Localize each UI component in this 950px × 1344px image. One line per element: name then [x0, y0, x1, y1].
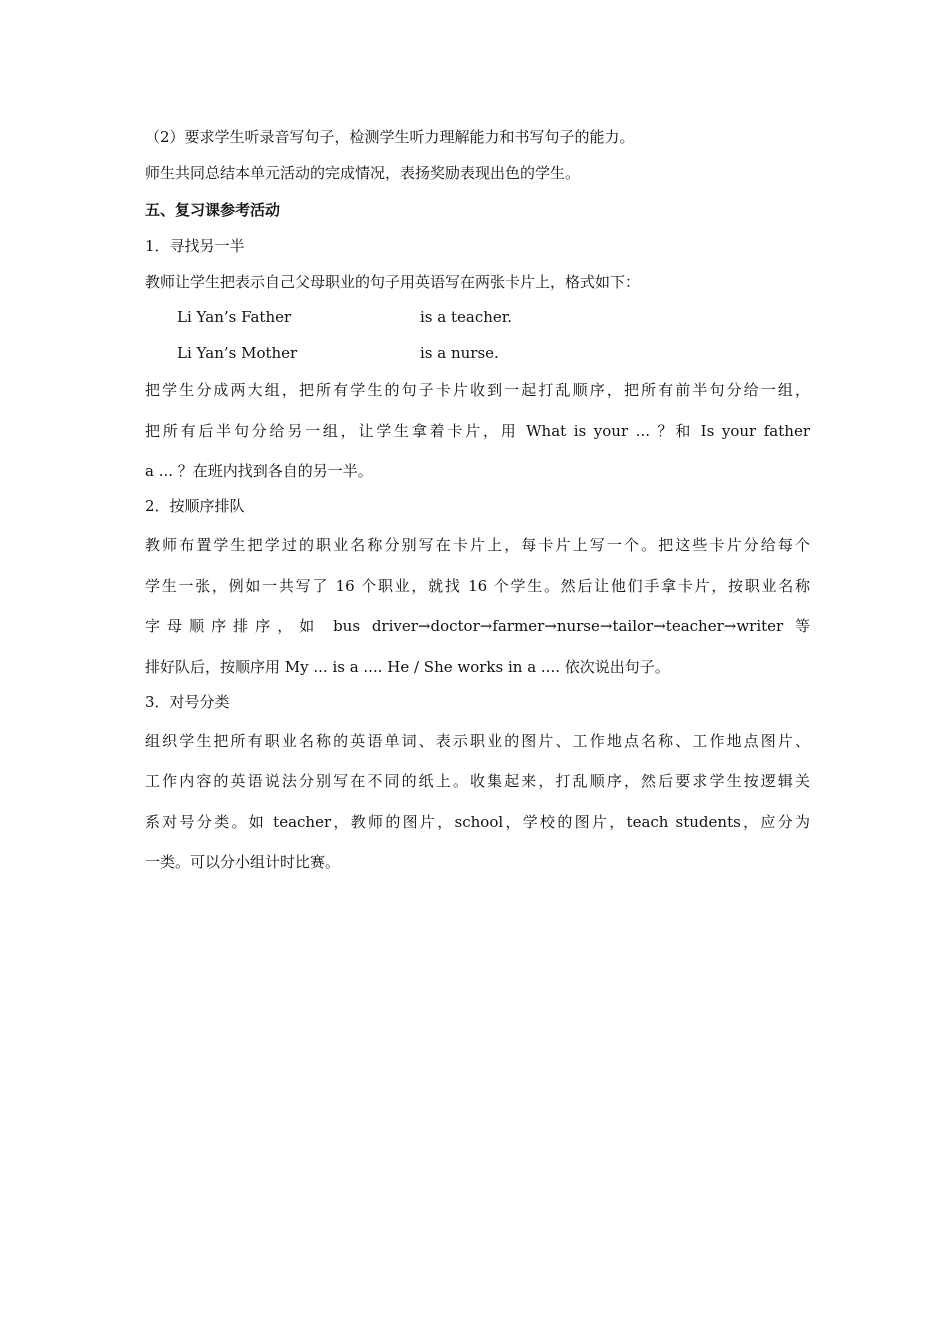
- subsection-heading: 2．按顺序排队: [145, 497, 245, 515]
- paragraph-line: 字母顺序排序，如 bus driver→doctor→farmer→nurse→tailor→teacher→writer 等: [145, 617, 810, 635]
- example-card-right: is a nurse.: [420, 344, 499, 362]
- example-card-left: Li Yan’s Father: [177, 308, 292, 326]
- paragraph-line: 把学生分成两大组，把所有学生的句子卡片收到一起打乱顺序，把所有前半句分给一组，: [145, 381, 810, 399]
- paragraph-line: 把所有后半句分给另一组，让学生拿着卡片，用 What is your ... ？和 Is your father: [145, 422, 810, 440]
- subsection-heading: 3．对号分类: [145, 693, 230, 711]
- paragraph-line: 教师让学生把表示自己父母职业的句子用英语写在两张卡片上，格式如下：: [145, 273, 641, 291]
- paragraph-line: 组织学生把所有职业名称的英语单词、表示职业的图片、工作地点名称、工作地点图片、: [145, 732, 810, 750]
- paragraph-line: a ... ？在班内找到各自的另一半。: [145, 462, 373, 480]
- section-heading: 五、复习课参考活动: [145, 201, 281, 219]
- paragraph-line: 工作内容的英语说法分别写在不同的纸上。收集起来，打乱顺序，然后要求学生按逻辑关: [145, 772, 810, 790]
- paragraph-line: 系对号分类。如 teacher，教师的图片，school，学校的图片，teach students，应分为: [145, 813, 810, 831]
- subsection-heading: 1．寻找另一半: [145, 237, 245, 255]
- paragraph-line: 一类。可以分小组计时比赛。: [145, 853, 341, 871]
- paragraph-line: 师生共同总结本单元活动的完成情况，表扬奖励表现出色的学生。: [145, 164, 581, 182]
- example-card-right: is a teacher.: [420, 308, 513, 326]
- example-card-left: Li Yan’s Mother: [177, 344, 298, 362]
- paragraph-line: 学生一张，例如一共写了 16 个职业，就找 16 个学生。然后让他们手拿卡片，按职业名称: [145, 577, 810, 595]
- paragraph-line: 排好队后，按顺序用 My ... is a .... He / She works in a .... 依次说出句子。: [145, 658, 670, 676]
- paragraph-line: 教师布置学生把学过的职业名称分别写在卡片上，每卡片上写一个。把这些卡片分给每个: [145, 536, 810, 554]
- paragraph-line: （2）要求学生听录音写句子，检测学生听力理解能力和书写句子的能力。: [145, 128, 635, 146]
